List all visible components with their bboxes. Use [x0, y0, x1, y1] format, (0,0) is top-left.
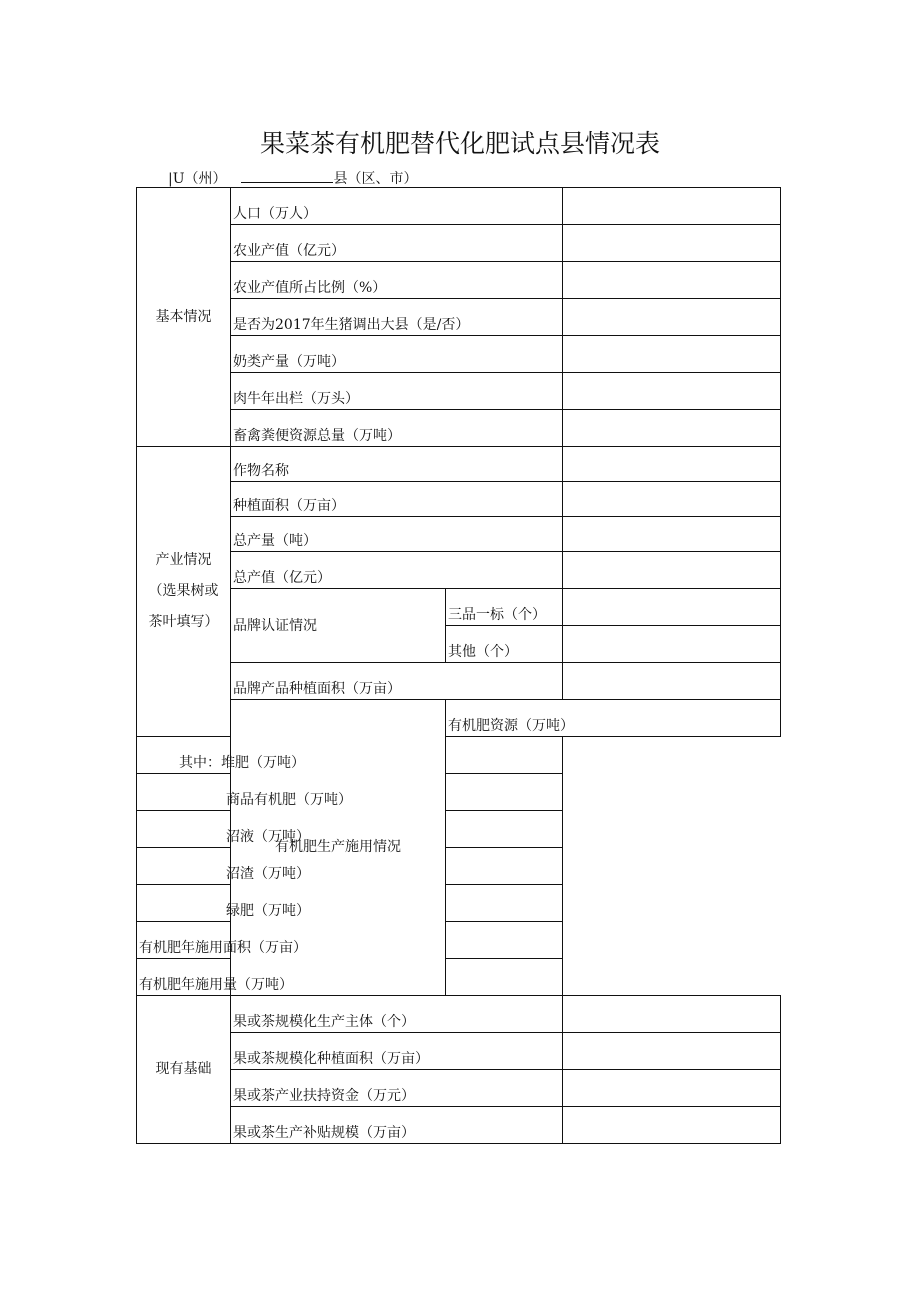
row-label: 绿肥（万吨） [137, 885, 446, 922]
row-label: 果或茶规模化生产主体（个） [231, 996, 563, 1033]
county-label: 县（区、市） [333, 171, 418, 187]
value-cell[interactable] [563, 1070, 781, 1107]
row-label: 其中：堆肥（万吨） [137, 737, 446, 774]
row-label: 有机肥年施用量（万吨） [137, 959, 446, 996]
row-label: 是否为2017年生猪调出大县（是/否） [231, 299, 563, 336]
brand-cert-label: 品牌认证情况 [231, 589, 446, 663]
region-line [168, 168, 418, 188]
value-cell[interactable] [446, 811, 563, 848]
row-label: 其他（个） [446, 626, 563, 663]
table-row [137, 1033, 781, 1070]
value-cell[interactable] [563, 663, 781, 700]
value-cell[interactable] [563, 589, 781, 626]
value-cell[interactable] [563, 410, 781, 447]
table-row [137, 1107, 781, 1144]
row-label: 沼液（万吨） [137, 811, 446, 848]
row-label: 果或茶产业扶持资金（万元） [231, 1070, 563, 1107]
table-row [137, 552, 781, 589]
row-label: 果或茶生产补贴规模（万亩） [231, 1107, 563, 1144]
value-cell[interactable] [563, 336, 781, 373]
row-label: 有机肥年施用面积（万亩） [137, 922, 446, 959]
value-cell[interactable] [563, 517, 781, 552]
table-row [137, 1070, 781, 1107]
row-label: 总产值（亿元） [231, 552, 563, 589]
table-row [137, 482, 781, 517]
value-cell[interactable] [446, 737, 563, 774]
row-label: 商品有机肥（万吨） [137, 774, 446, 811]
table-row [137, 848, 781, 885]
row-label: 总产量（吨） [231, 517, 563, 552]
table-row [137, 811, 781, 848]
value-cell[interactable] [563, 996, 781, 1033]
value-cell[interactable] [446, 922, 563, 959]
row-label: 奶类产量（万吨） [231, 336, 563, 373]
prefecture-label: |U（州） [168, 171, 227, 187]
section-label-industry: 产业情况（选果树或茶叶填写） [137, 447, 231, 737]
table-row [137, 410, 781, 447]
value-cell[interactable] [446, 885, 563, 922]
value-cell[interactable] [563, 482, 781, 517]
table-row [137, 959, 781, 996]
county-blank[interactable] [241, 170, 333, 183]
table-row [137, 737, 781, 774]
row-label: 肉牛年出栏（万头） [231, 373, 563, 410]
row-label: 品牌产品种植面积（万亩） [231, 663, 563, 700]
table-row [137, 700, 781, 737]
value-cell[interactable] [563, 299, 781, 336]
value-cell[interactable] [563, 373, 781, 410]
value-cell[interactable] [563, 1107, 781, 1144]
table-row [137, 922, 781, 959]
row-label: 果或茶规模化种植面积（万亩） [231, 1033, 563, 1070]
section-label-organic: 有机肥生产施用情况 [231, 700, 446, 996]
value-cell[interactable] [446, 848, 563, 885]
section-label-foundation: 现有基础 [137, 996, 231, 1144]
row-label: 作物名称 [231, 447, 563, 482]
table-row [137, 336, 781, 373]
table-row [137, 188, 781, 225]
table-row [137, 517, 781, 552]
table-row [137, 663, 781, 700]
table-row [137, 589, 781, 626]
table-row [137, 996, 781, 1033]
row-label: 农业产值（亿元） [231, 225, 563, 262]
value-cell[interactable] [563, 552, 781, 589]
row-label: 沼渣（万吨） [137, 848, 446, 885]
table-row [137, 373, 781, 410]
table-row [137, 299, 781, 336]
survey-table [136, 187, 781, 1144]
row-label: 畜禽粪便资源总量（万吨） [231, 410, 563, 447]
value-cell[interactable] [563, 225, 781, 262]
table-row [137, 447, 781, 482]
table-row [137, 885, 781, 922]
row-label: 农业产值所占比例（%） [231, 262, 563, 299]
value-cell[interactable] [446, 774, 563, 811]
row-label: 种植面积（万亩） [231, 482, 563, 517]
section-label-basic: 基本情况 [137, 188, 231, 447]
row-label: 三品一标（个） [446, 589, 563, 626]
row-label: 人口（万人） [231, 188, 563, 225]
value-cell[interactable] [563, 447, 781, 482]
value-cell[interactable] [563, 188, 781, 225]
table-row [137, 225, 781, 262]
value-cell[interactable] [446, 959, 563, 996]
page-title: 果菜茶有机肥替代化肥试点县情况表 [259, 129, 660, 158]
value-cell[interactable] [563, 262, 781, 299]
table-row [137, 774, 781, 811]
value-cell[interactable] [563, 1033, 781, 1070]
table-row [137, 262, 781, 299]
value-cell[interactable] [563, 626, 781, 663]
row-label: 有机肥资源（万吨） [446, 700, 781, 737]
